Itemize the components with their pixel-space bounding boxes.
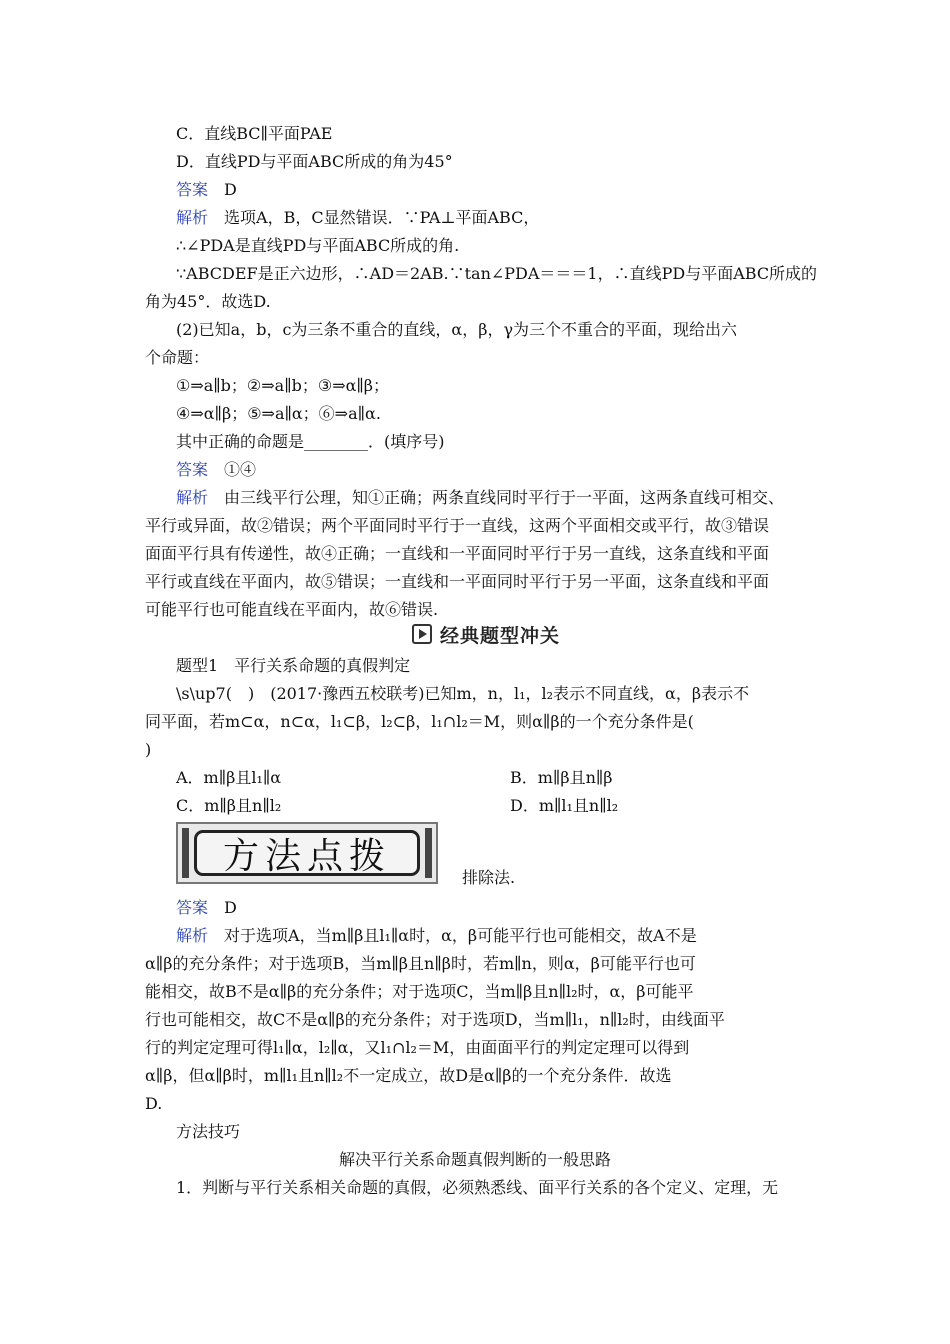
text-line [145,572,769,592]
text-line [145,740,151,760]
text-line [176,264,817,284]
method-tip-note: 排除法. [462,868,516,887]
centered-title: 解决平行关系命题真假判断的一般思路 [338,1150,611,1169]
label-keyword: 答案 [176,460,209,479]
label-keyword: 解析 [176,488,209,507]
line-text: α∥β，但α∥β时，m∥l₁且n∥l₂不一定成立，故D是α∥β的一个充分条件．故选 [145,1066,672,1085]
text-line [176,926,697,946]
text-line [176,320,737,340]
text-line [176,488,784,508]
line-text: D. [145,1094,163,1113]
line-text: (2)已知a，b，c为三条不重合的直线，α，β，γ为三个不重合的平面，现给出六 [176,320,738,339]
text-line [145,712,694,732]
line-text: 角为45°．故选D. [145,292,271,311]
line-text: C．直线BC∥平面PAE [176,124,333,143]
line-text: 行也可能相交，故C不是α∥β的充分条件；对于选项D，当m∥l₁，n∥l₂时，由线面平 [145,1010,725,1029]
line-text: 其中正确的命题是________．(填序号) [176,432,445,451]
line-text: 个命题： [145,348,210,367]
line-text: ④⇒α∥β；⑤⇒a∥α；⑥⇒a∥α. [176,404,381,423]
line-text: ①⇒a∥b；②⇒a∥b；③⇒α∥β； [176,376,390,395]
line-text: A．m∥β且l₁∥α [176,768,282,787]
line-text: 1．判断与平行关系相关命题的真假，必须熟悉线、面平行关系的各个定义、定理，无 [176,1178,779,1197]
text-line [176,460,256,480]
text-line [176,796,281,816]
line-text: 能相交，故B不是α∥β的充分条件；对于选项C，当m∥β且n∥l₂时，α，β可能平 [145,982,694,1001]
box-right-bar [425,828,432,878]
text-line [176,1122,240,1142]
line-text: \s\up7( ) (2017·豫西五校联考)已知m，n，l₁，l₂表示不同直线，α，β表示不 [176,684,750,703]
line-text: 平行或异面，故②错误；两个平面同时平行于一直线，这两个平面相交或平行，故③错误 [145,516,770,535]
text-line [145,600,438,620]
method-tip-box [176,822,438,884]
text-line [176,236,459,256]
line-text: 行的判定定理可得l₁∥α，l₂∥α，又l₁∩l₂＝M，由面面平行的判定定理可以得到 [145,1038,690,1057]
line-text: 由三线平行公理，知①正确；两条直线同时平行于一平面，这两条直线可相交、 [208,488,785,507]
play-icon [412,624,432,644]
line-text: D [208,898,237,917]
line-text: 对于选项A，当m∥β且l₁∥α时，α，β可能平行也可能相交，故A不是 [208,926,697,945]
line-text: 方法技巧 [176,1122,241,1141]
line-text: C．m∥β且n∥l₂ [176,796,282,815]
text-line [145,954,696,974]
line-text: 面面平行具有传递性，故④正确；一直线和一平面同时平行于另一直线，这条直线和平面 [145,544,770,563]
text-line [145,516,769,536]
method-tip-label: 方法点拨 [194,830,420,876]
section-banner [412,622,560,646]
text-line [176,898,237,918]
text-line [145,544,769,564]
label-keyword: 解析 [176,208,209,227]
text-line [145,982,694,1002]
text-line [145,1066,672,1086]
label-keyword: 答案 [176,898,209,917]
line-text: D．直线PD与平面ABC所成的角为45° [176,152,453,171]
text-line [176,180,237,200]
option-item: D．m∥l₁且n∥l₂ [510,796,619,815]
text-line [145,348,209,368]
text-line [176,432,445,452]
label-keyword: 答案 [176,180,209,199]
text-line [176,768,281,788]
line-text: ∵ABCDEF是正六边形，∴AD＝2AB.∵tan∠PDA＝＝＝1，∴直线PD与平面ABC所成的 [176,264,818,283]
text-line [176,124,332,144]
line-text: ①④ [208,460,257,479]
line-text: 题型1 平行关系命题的真假判定 [176,656,411,675]
text-line [145,292,271,312]
label-keyword: 解析 [176,926,209,945]
text-line [176,208,539,228]
line-text: 同平面，若m⊂α，n⊂α，l₁⊂β，l₂⊂β，l₁∩l₂＝M，则α∥β的一个充分条件是( [145,712,694,731]
line-text: α∥β的充分条件；对于选项B，当m∥β且n∥β时，若m∥n，则α，β可能平行也可 [145,954,696,973]
line-text: 平行或直线在平面内，故⑤错误；一直线和一平面同时平行于另一平面，这条直线和平面 [145,572,770,591]
banner-title: 经典题型冲关 [440,624,561,647]
text-line [176,152,453,172]
option-item: B．m∥β且n∥β [510,768,613,787]
text-line [176,376,389,396]
line-text: ) [145,740,152,759]
text-line [176,656,410,676]
text-line [145,1094,162,1114]
line-text: 选项A，B，C显然错误．∵PA⊥平面ABC， [208,208,540,227]
line-text: D [208,180,237,199]
text-line [176,404,381,424]
text-line [176,1178,778,1198]
text-line [176,684,749,704]
box-left-bar [182,828,189,878]
text-line [145,1010,725,1030]
line-text: 可能平行也可能直线在平面内，故⑥错误. [145,600,439,619]
line-text: ∴∠PDA是直线PD与平面ABC所成的角. [176,236,460,255]
text-line [145,1038,689,1058]
